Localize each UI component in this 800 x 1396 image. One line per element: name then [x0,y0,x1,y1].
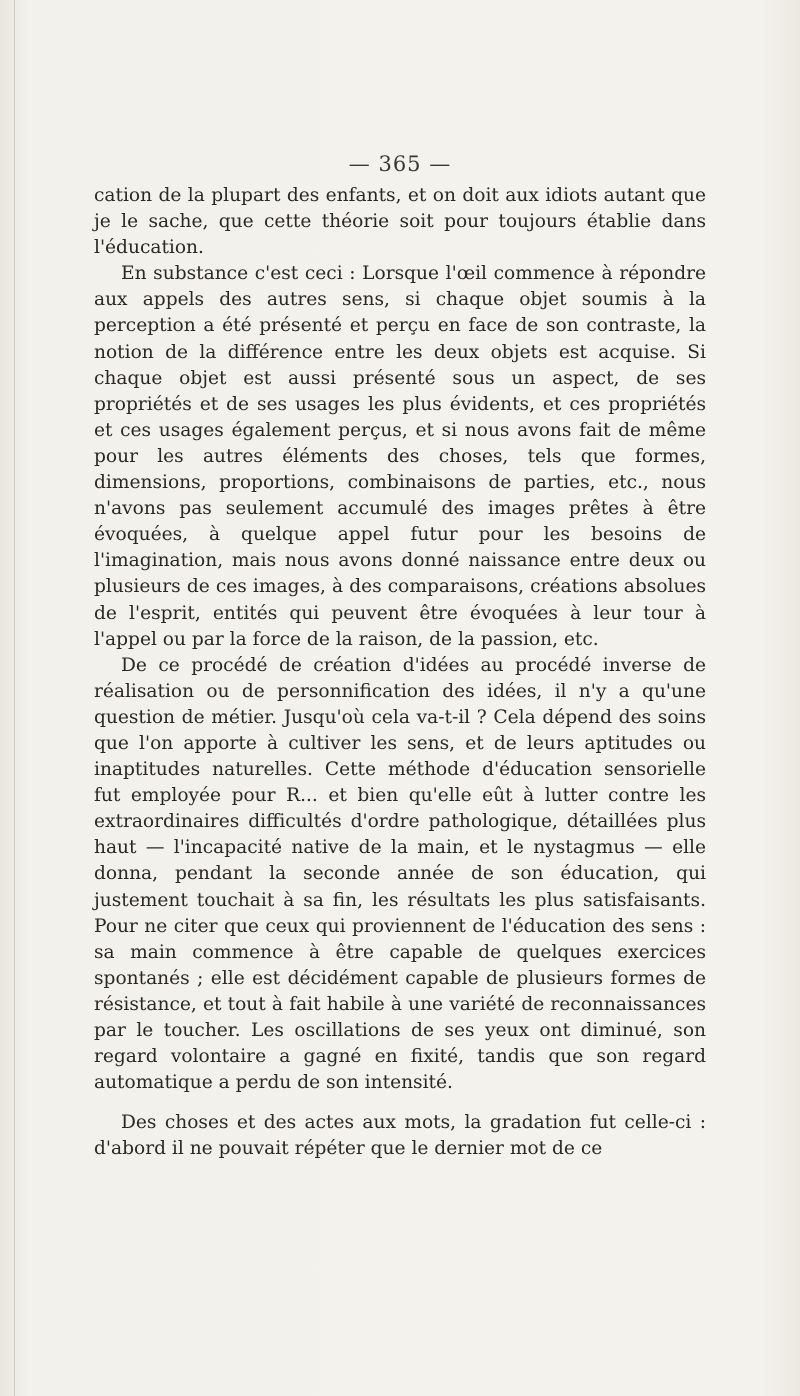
body-text [94,183,706,1162]
paragraph: De ce procédé de création d'idées au procédé inverse de réalisation ou de personnification des idées, il n'y a qu'une question de métier. Jusqu'où cela va-t-il ? Cela dépend des soins que l'on apporte à cultiver les sens, et de leurs aptitudes ou inaptitudes naturelles. Cette méthode d'éducation sensorielle fut employée pour R... et bien qu'elle eût à lutter contre les extraordinaires difficultés d'ordre pathologique, détaillées plus haut — l'incapacité native de la main, et le nystagmus — elle donna, pendant la seconde année de son éducation, qui justement touchait à sa fin, les résultats les plus satisfaisants. Pour ne citer que ceux qui proviennent de l'éducation des sens : sa main commence à être capable de quelques exercices spontanés ; elle est décidément capable de plusieurs formes de résistance, et tout à fait habile à une variété de reconnaissances par le toucher. Les oscillations de ses yeux ont diminué, son regard volontaire a gagné en fixité, tandis que son regard automatique a perdu de son intensité. [94,654,706,1094]
paragraph-continuation: cation de la plupart des enfants, et on doit aux idiots autant que je le sache, que cette théorie soit pour toujours établie dans l'éducation. [94,185,706,259]
paragraph: Des choses et des actes aux mots, la gradation fut celle-ci : d'abord il ne pouvait répéter que le dernier mot de ce [94,1112,706,1160]
page-number: — 365 — [348,152,452,176]
paragraph: En substance c'est ceci : Lorsque l'œil commence à répondre aux appels des autres sens, si chaque objet soumis à la perception a été présenté et perçu en face de son contraste, la notion de la différence entre les deux objets est acquise. Si chaque objet est aussi présenté sous un aspect, de ses propriétés et de ses usages les plus évidents, et ces propriétés et ces usages également perçus, et si nous avons fait de même pour les autres éléments des choses, tels que formes, dimensions, proportions, combinaisons de parties, etc., nous n'avons pas seulement accumulé des images prêtes à être évoquées, à quelque appel futur pour les besoins de l'imagination, mais nous avons donné naissance entre deux ou plusieurs de ces images, à des comparaisons, créations absolues de l'esprit, entités qui peuvent être évoquées à leur tour à l'appel ou par la force de la raison, de la passion, etc. [94,263,706,650]
page-edge [14,0,15,1396]
